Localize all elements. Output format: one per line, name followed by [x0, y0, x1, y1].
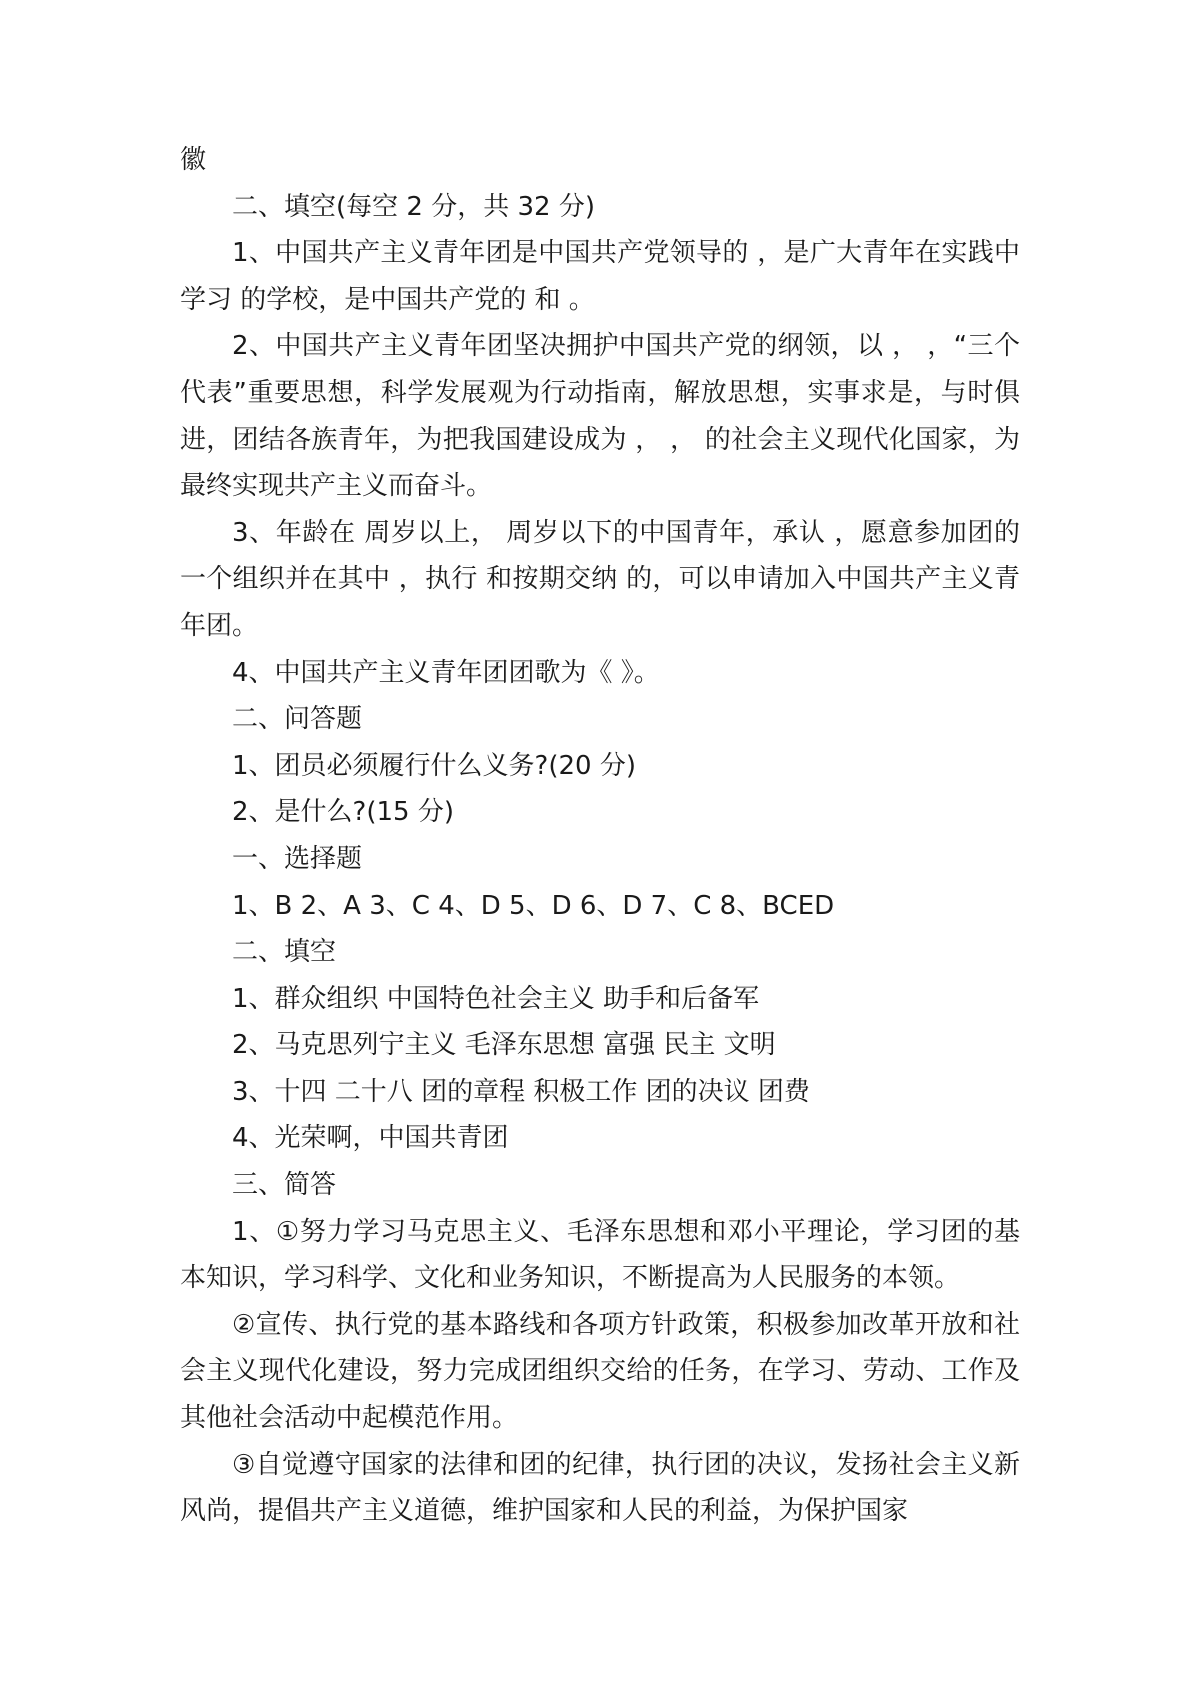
- answer-short-2: ②宣传、执行党的基本路线和各项方针政策，积极参加改革开放和社会主义现代化建设，努力完成团组织交给的任务，在学习、劳动、工作及其他社会活动中起模范作用。: [180, 1309, 1020, 1434]
- document-body: [180, 137, 1020, 1535]
- answer-heading-short: 三、简答: [232, 1170, 337, 1201]
- question-fill-3: 3、年龄在 周岁以上， 周岁以下的中国青年，承认 ，愿意参加团的一个组织并在其中 ，执行 和按期交纳 的，可以申请加入中国共产主义青年团。: [180, 517, 1020, 641]
- answer-fill-1: 1、群众组织 中国特色社会主义 助手和后备军: [232, 983, 760, 1014]
- question-fill-2: 2、中国共产主义青年团坚决拥护中国共产党的纲领，以 ， ，“三个代表”重要思想，科学发展观为行动指南，解放思想，实事求是，与时俱进，团结各族青年，为把我国建设成为 ， ， 的社会主义现代化国家，为最终实现共产主义而奋斗。: [180, 331, 1020, 502]
- question-fill-4: 4、中国共产主义青年团团歌为《 》。: [232, 657, 660, 688]
- paragraph-continuation: 徽: [180, 145, 207, 175]
- answer-fill-4: 4、光荣啊，中国共青团: [232, 1123, 509, 1154]
- answer-choice-list: 1、B 2、A 3、C 4、D 5、D 6、D 7、C 8、BCED: [232, 890, 835, 921]
- answer-fill-3: 3、十四 二十八 团的章程 积极工作 团的决议 团费: [232, 1076, 810, 1107]
- section-heading-qa: 二、问答题: [232, 704, 363, 735]
- answer-short-3: ③自觉遵守国家的法律和团的纪律，执行团的决议，发扬社会主义新风尚，提倡共产主义道德，维护国家和人民的利益，为保护国家: [180, 1449, 1020, 1527]
- question-qa-1: 1、团员必须履行什么义务?(20 分): [232, 750, 636, 781]
- answer-short-1: 1、①努力学习马克思主义、毛泽东思想和邓小平理论，学习团的基本知识，学习科学、文化和业务知识，不断提高为人民服务的本领。: [180, 1216, 1020, 1294]
- answer-heading-fill-blank: 二、填空: [232, 937, 337, 968]
- section-heading-fill-blank: 二、填空(每空 2 分，共 32 分): [232, 191, 595, 222]
- answer-heading-choice: 一、选择题: [232, 843, 363, 874]
- question-fill-1: 1、中国共产主义青年团是中国共产党领导的 ，是广大青年在实践中学习 的学校，是中国共产党的 和 。: [180, 238, 1020, 315]
- question-qa-2: 2、是什么?(15 分): [232, 797, 454, 828]
- answer-fill-2: 2、马克思列宁主义 毛泽东思想 富强 民主 文明: [232, 1030, 776, 1061]
